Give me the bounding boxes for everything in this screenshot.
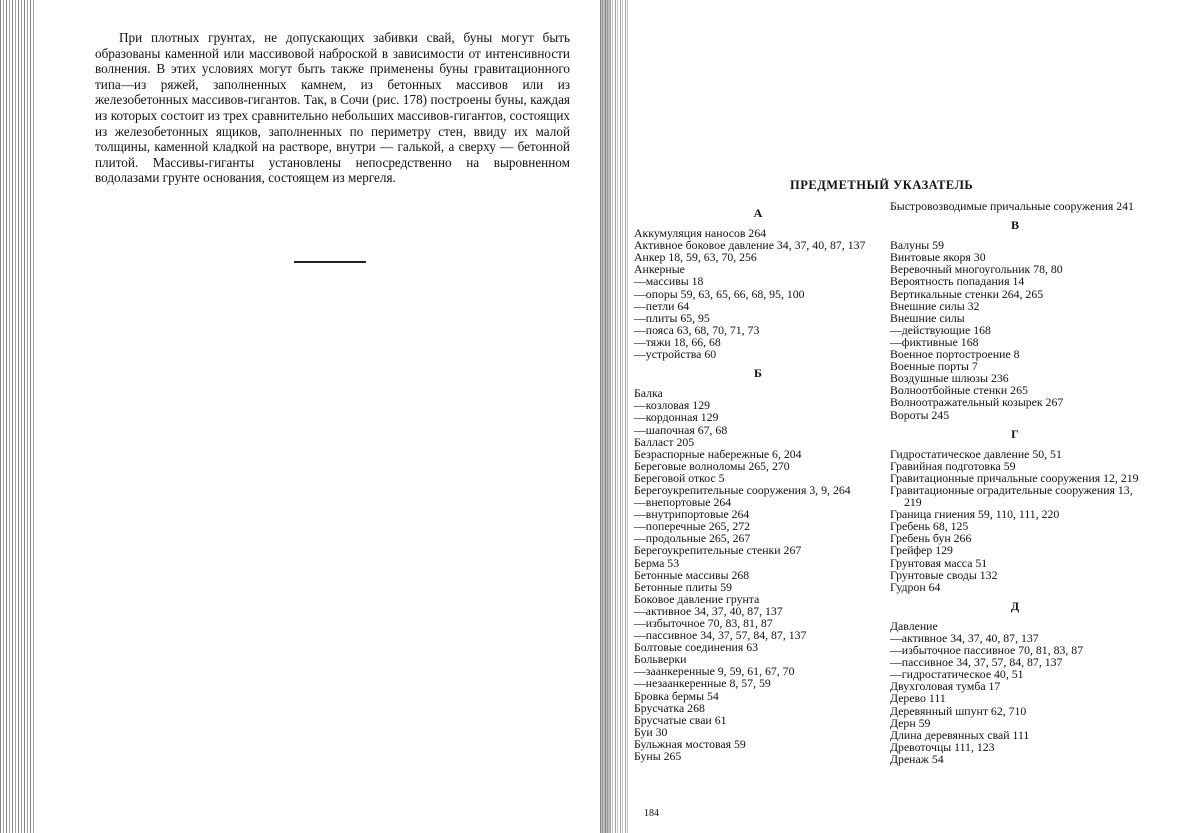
index-entry: Гравитационные оградительные сооружения 13, 219 [890,482,1133,510]
index-entry: —пояса 63, 68, 70, 71, 73 [634,322,760,337]
index-entry: Больверки [634,652,687,667]
index-letter-heading: В [1010,218,1019,233]
index-title: ПРЕДМЕТНЫЙ УКАЗАТЕЛЬ [790,178,974,192]
index-entry: Брусчатые сваи 61 [634,712,727,727]
index-entry: —внепортовые 264 [634,495,732,510]
index-entry: Воздушные шлюзы 236 [890,371,1009,386]
index-entry: —активное 34, 37, 40, 87, 137 [890,631,1039,645]
index-entry: Волноотбойные стенки 265 [890,383,1028,398]
index-entry: Винтовые якоря 30 [890,250,986,265]
index-entry: Гребень бун 266 [890,531,972,546]
index-entry: Двухголовая тумба 17 [890,679,1001,694]
index-entry: Быстровозводимые причальные сооружения 241 [890,199,1134,213]
index-entry: Гравитационные причальные сооружения 12, 219 [890,470,1139,485]
index-entry: —опоры 59, 63, 65, 66, 68, 95, 100 [634,286,805,301]
index-entry: —заанкеренные 9, 59, 61, 67, 70 [634,664,795,679]
index-entry: —петли 64 [634,298,690,313]
index-entry: Аккумуляция наносов 264 [634,226,767,241]
index-entry: Бульжная мостовая 59 [634,736,746,751]
index-entry: Берма 53 [634,555,680,570]
index-entry: Валуны 59 [890,238,944,253]
body-text [95,30,570,186]
index-entry: —пассивное 34, 37, 57, 84, 87, 137 [890,655,1063,670]
index-entry: Береговой откос 5 [634,470,725,485]
index-entry: Дерн 59 [890,715,931,730]
index-entry: —избыточное 70, 83, 81, 87 [634,616,773,630]
index-entry: Бровка бермы 54 [634,688,719,703]
index-entry: Грейфер 129 [890,543,953,558]
index-entry: Активное боковое давление 34, 37, 40, 87, 137 [634,238,866,253]
index-entry: Берегоукрепительные стенки 267 [634,543,802,558]
index-entry: —массивы 18 [634,274,704,289]
index-entry: Анкер 18, 59, 63, 70, 256 [634,250,757,265]
index-entry: Военное портостроение 8 [890,347,1020,362]
index-entry: —активное 34, 37, 40, 87, 137 [634,603,783,618]
index-entry: —тяжи 18, 66, 68 [634,334,721,349]
index-entry: Гудрон 64 [890,579,941,594]
index-entry: Буи 30 [634,724,668,739]
index-entry: Береговые волноломы 265, 270 [634,458,790,473]
index-entry: Болтовые соединения 63 [634,640,759,655]
index-entry: Вертикальные стенки 264, 265 [890,286,1044,301]
index-entry: Дренаж 54 [890,751,944,766]
index-entry: Древоточцы 111, 123 [890,739,995,754]
scan-edge [600,0,610,833]
index-entry: Волноотражательный козырек 267 [890,395,1064,410]
index-entry: —пассивное 34, 37, 57, 84, 87, 137 [634,628,807,643]
index-entry: Анкерные [634,262,685,277]
index-letter-heading: А [753,206,763,220]
index-entry: Дерево 111 [890,691,946,706]
index-entry: —незаанкеренные 8, 57, 59 [634,676,771,691]
index-entry: —гидростатическое 40, 51 [890,667,1024,682]
index-entry: Гравийная подготовка 59 [890,458,1016,473]
index-entry: Гребень 68, 125 [890,519,969,534]
page-number: 184 [644,808,659,819]
index-entry: Граница гниения 59, 110, 111, 220 [890,507,1060,522]
index-entry: Гидростатическое давление 50, 51 [890,446,1062,461]
index-entry: Внешние силы [890,310,965,325]
index-entry: Буны 265 [634,749,682,764]
index-entry: Военные порты 7 [890,359,978,374]
index-entry: Безраспорные набережные 6, 204 [634,446,802,461]
index-column-left [634,200,882,762]
index-entry: Грунтовые своды 132 [890,567,998,582]
section-separator [294,261,366,263]
index-entry: Вороты 245 [890,407,950,422]
right-page [600,0,1200,833]
index-entry: Бетонные плиты 59 [634,579,732,594]
body-paragraph: При плотных грунтах, не допускающих забивки свай, буны могут быть образованы каменной или массивовой наброской в зависимости от интенсивности волнения. В этих условиях могут быть также применены буны гравитационного типа—из ряжей, заполненных камнем, из бетонных массивов или из железобетонных массивов-гигантов. Так, в Сочи (рис. 178) построены буны, каждая из которых состоит из трех сравнительно небольших массивов-гигантов, состоящих из железобетонных ящиков, заполненных по периметру стен, ввиду их малой толщины, каменной кладкой на растворе, внутри — галькой, а сверху — бетонной плитой. Массивы-гиганты установлены непосредственно на выровненном водолазами грунте основания, состоящем из мергеля. [95,30,570,186]
index-entry: Балка [634,386,663,401]
index-entry: —козловая 129 [634,398,710,413]
index-entry: Веревочный многоугольник 78, 80 [890,262,1063,277]
scan-spine-shadow [0,0,34,833]
index-letter-heading: Д [1010,598,1020,613]
index-entry: —поперечные 265, 272 [634,519,751,534]
index-entry: —избыточное пассивное 70, 81, 83, 87 [890,643,1084,658]
index-entry: —плиты 65, 95 [634,310,710,325]
index-column-right [890,200,1140,765]
index-entry: Грунтовая масса 51 [890,555,988,570]
index-entry: —действующие 168 [890,322,991,337]
index-entry: Давление [890,618,938,633]
index-letter-heading: Б [754,366,762,381]
index-entry: Берегоукрепительные сооружения 3, 9, 264 [634,482,851,497]
index-entry: Деревянный шпунт 62, 710 [890,703,1027,718]
index-entry: Балласт 205 [634,434,695,449]
index-entry: Брусчатка 268 [634,700,705,715]
index-entry: —внутрипортовые 264 [634,507,750,522]
index-entry: —фиктивные 168 [890,334,979,349]
index-entry: —кордонная 129 [634,410,719,425]
index-entry: Внешние силы 32 [890,298,980,313]
index-entry: —продольные 265, 267 [634,531,751,546]
index-entry: —шапочная 67, 68 [634,422,728,437]
index-entry: Вероятность попадания 14 [890,274,1025,289]
index-entry: —устройства 60 [634,347,717,362]
index-entry: Боковое давление грунта [634,591,760,606]
index-letter-heading: Г [1011,426,1019,441]
index-entry: Длина деревянных свай 111 [890,727,1030,742]
index-entry: Бетонные массивы 268 [634,567,750,582]
